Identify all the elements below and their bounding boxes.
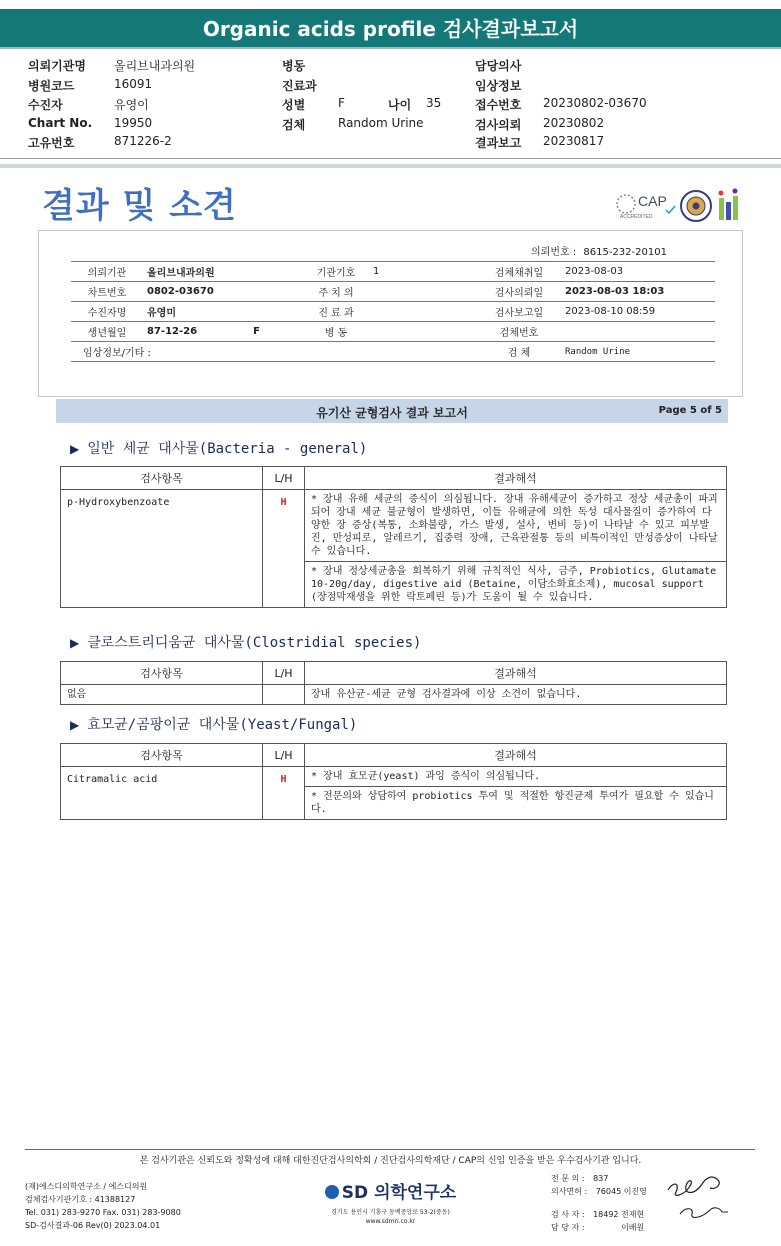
interpretation-text: 장내 유산균-세균 균형 검사결과에 이상 소견이 없습니다. xyxy=(305,685,727,705)
triangle-right-icon: ▶ xyxy=(70,442,80,456)
brand-name: SD 의학연구소 xyxy=(341,1183,457,1203)
column-header: L/H xyxy=(263,662,305,685)
section-heading-text: 클로스트리디움균 대사물(Clostridial species) xyxy=(87,635,422,651)
info-value: 2023-08-10 08:59 xyxy=(561,302,715,322)
table-header-row xyxy=(61,662,727,685)
test-item: p-Hydroxybenzoate xyxy=(61,490,263,608)
header-label: 병동 xyxy=(282,59,306,73)
order-info-box xyxy=(38,230,743,397)
order-info-table xyxy=(71,261,715,362)
info-label: 수진자명 xyxy=(71,302,143,322)
column-header: 검사항목 xyxy=(61,662,263,685)
info-value xyxy=(369,322,477,342)
header-value: 20230802 xyxy=(543,116,605,130)
flag-cell xyxy=(263,685,305,705)
header-value: Random Urine xyxy=(338,116,424,130)
table-row xyxy=(61,490,727,562)
section-heading-clostridial xyxy=(70,632,421,652)
banner-rule xyxy=(0,47,781,49)
info-label: 병 동 xyxy=(303,322,369,342)
high-flag: H xyxy=(263,767,305,820)
section-heading-text: 일반 세균 대사물(Bacteria - general) xyxy=(87,441,368,457)
request-number-label: 의뢰번호 : xyxy=(531,247,577,258)
info-value xyxy=(369,302,477,322)
table-row xyxy=(61,767,727,787)
column-header: 결과해석 xyxy=(305,467,727,490)
cap-logo-subtext: ACCREDITED xyxy=(620,214,653,220)
page-number: Page 5 of 5 xyxy=(658,405,722,416)
header-label: 담당의사 xyxy=(475,59,522,73)
cap-logo-icon xyxy=(616,188,746,224)
clinical-info-label: 임상정보/기타 : xyxy=(71,342,477,362)
interpretation-text: * 장내 유해 세균의 증식이 의심됩니다. 장내 유해세균이 증가하고 정상 세균총이 파괴되어 장내 세균 불균형이 발생하면, 이들 유해균에 의한 독성 대사물질이 증가하여 다양한 장 증상(복통, 소화불량, 가스 발생, 설사, 변비 등)이 나타날 수 있고 피부발진, 만성피로, 알레르기, 집중력 장애, 근육관절통 등의 비특이적인 만성증상이 나타날 수 있습니다. xyxy=(305,490,727,562)
report-title: 유기산 균형검사 결과 보고서 xyxy=(316,406,468,420)
header-value: 20230817 xyxy=(543,134,605,148)
signature-icon xyxy=(662,1168,742,1224)
triangle-right-icon: ▶ xyxy=(70,718,80,732)
header-label: 검사의뢰 xyxy=(475,118,522,132)
header-label: 병원코드 xyxy=(28,79,75,93)
triangle-right-icon: ▶ xyxy=(70,636,80,650)
divider xyxy=(0,164,781,168)
test-item: 없음 xyxy=(61,685,263,705)
age-label: 나이 xyxy=(388,98,412,112)
info-label: 주 치 의 xyxy=(303,282,369,302)
results-table-yeast xyxy=(60,743,727,820)
table-row xyxy=(71,342,715,362)
request-number-value: 8615-232-20101 xyxy=(583,247,667,258)
header-label: 검체 xyxy=(282,118,306,132)
signatories xyxy=(551,1172,647,1234)
interpretation-text: * 전문의와 상담하여 probiotics 투여 및 적절한 항진균제 투여가 필요할 수 있습니다. xyxy=(305,787,727,820)
brand-mark-icon xyxy=(325,1185,339,1199)
column-header: 결과해석 xyxy=(305,744,727,767)
column-header: 결과해석 xyxy=(305,662,727,685)
signatory-value: 76045 이진영 xyxy=(595,1187,647,1196)
divider xyxy=(0,158,781,159)
signatory-value: 18492 전재현 xyxy=(593,1210,645,1219)
info-label: 기관기호 xyxy=(303,262,369,282)
table-header-row xyxy=(61,744,727,767)
info-value: 올리브내과의원 xyxy=(143,262,303,282)
signatory-value: 이배원 xyxy=(621,1223,645,1232)
header-label: 성별 xyxy=(282,98,306,112)
info-label: 검체번호 xyxy=(477,322,561,342)
info-label: 검체채취일 xyxy=(477,262,561,282)
report-banner-title: Organic acids profile 검사결과보고서 xyxy=(0,9,781,49)
age-value: 35 xyxy=(426,96,442,110)
info-label: 생년월일 xyxy=(71,322,143,342)
interpretation-text: * 장내 정상세균총을 회복하기 위해 규칙적인 식사, 금주, Probiotics, Glutamate 10-20g/day, digestive aid (Betaine, 이담소화효소제), mucosal support (장점막재생을 위한 락토페린 등)가 도움이 될 수 있습니다. xyxy=(305,562,727,608)
table-row xyxy=(71,322,715,342)
footer-divider xyxy=(25,1149,755,1150)
header-value: 올리브내과의원 xyxy=(114,59,196,73)
info-label: 검사의뢰일 xyxy=(477,282,561,302)
table-row xyxy=(71,262,715,282)
info-label: 차트번호 xyxy=(71,282,143,302)
section-heading-yeast xyxy=(70,714,357,734)
lab-info xyxy=(25,1180,181,1232)
accreditation-logos xyxy=(616,188,746,228)
header-label: Chart No. xyxy=(28,116,93,130)
header-label: 의뢰기관명 xyxy=(28,59,86,73)
column-header: L/H xyxy=(263,744,305,767)
signatory-label: 검 사 자 : xyxy=(551,1210,585,1219)
table-row xyxy=(71,302,715,322)
table-row xyxy=(71,282,715,302)
header-value: 19950 xyxy=(114,116,153,130)
header-value: F xyxy=(338,96,345,110)
results-table-bacteria xyxy=(60,466,727,608)
signatory-label: 담 당 자 : xyxy=(551,1223,585,1232)
column-header: L/H xyxy=(263,467,305,490)
info-value xyxy=(561,322,715,342)
info-value: 2023-08-03 18:03 xyxy=(561,282,715,302)
header-label: 고유번호 xyxy=(28,136,75,150)
test-item: Citramalic acid xyxy=(61,767,263,820)
brand-website: www.sdmri.co.kr xyxy=(365,1218,416,1225)
section-heading-text: 효모균/곰팡이균 대사물(Yeast/Fungal) xyxy=(87,717,358,733)
signatory-label: 전 문 의 : xyxy=(551,1174,585,1183)
report-title-bar xyxy=(56,399,728,423)
table-row xyxy=(61,685,727,705)
info-label: 의뢰기관 xyxy=(71,262,143,282)
lab-name: (재)에스디의학연구소 / 에스디의원 xyxy=(25,1182,148,1191)
lab-code: 검체검사기관기호 : 41388127 xyxy=(25,1195,136,1204)
info-label: 진 료 과 xyxy=(303,302,369,322)
info-value: 2023-08-03 xyxy=(561,262,715,282)
info-label: 검 체 xyxy=(477,342,561,362)
header-label: 수진자 xyxy=(28,98,63,112)
results-table-clostridial xyxy=(60,661,727,705)
header-label: 접수번호 xyxy=(475,98,522,112)
cap-logo-text: CAP xyxy=(638,193,667,209)
accreditation-note: 본 검사기관은 신뢰도와 정확성에 대해 대한진단검사의학회 / 진단검사의학재단 / CAP의 신임 인증을 받은 우수검사기관 입니다. xyxy=(139,1156,642,1166)
specimen-value: Random Urine xyxy=(561,342,715,362)
high-flag: H xyxy=(263,490,305,608)
header-value: 16091 xyxy=(114,77,153,91)
form-revision: SD-검사결과-06 Rev(0) 2023.04.01 xyxy=(25,1221,161,1230)
lab-contact: Tel. 031) 283-9270 Fax. 031) 283-9080 xyxy=(25,1208,181,1217)
header-value: 871226-2 xyxy=(114,134,172,148)
info-value: 1 xyxy=(369,262,477,282)
interpretation-text: * 장내 효모균(yeast) 과잉 증식이 의심됩니다. xyxy=(305,767,727,787)
birth-date: 87-12-26 xyxy=(147,326,198,337)
brand-block xyxy=(318,1178,463,1225)
header-label: 결과보고 xyxy=(475,136,522,150)
section-title: 결과 및 소견 xyxy=(42,186,237,226)
header-value: 20230802-03670 xyxy=(543,96,647,110)
brand-address: 경기도 용인시 기흥구 동백중앙로 53-2(중동) xyxy=(331,1209,450,1216)
header-value: 유영이 xyxy=(114,98,149,112)
header-label: 임상정보 xyxy=(475,79,522,93)
brand-logo xyxy=(318,1178,463,1203)
request-number xyxy=(531,243,667,258)
info-value: 0802-03670 xyxy=(143,282,303,302)
signatory-label: 의사면허 : xyxy=(551,1187,588,1196)
info-label: 검사보고일 xyxy=(477,302,561,322)
column-header: 검사항목 xyxy=(61,467,263,490)
info-value: 유영미 xyxy=(143,302,303,322)
sex-value: F xyxy=(253,326,260,337)
info-value xyxy=(369,282,477,302)
signatory-value: 837 xyxy=(593,1174,609,1183)
header-label: 진료과 xyxy=(282,79,317,93)
section-heading-bacteria xyxy=(70,438,367,458)
info-value xyxy=(143,322,303,342)
column-header: 검사항목 xyxy=(61,744,263,767)
table-header-row xyxy=(61,467,727,490)
